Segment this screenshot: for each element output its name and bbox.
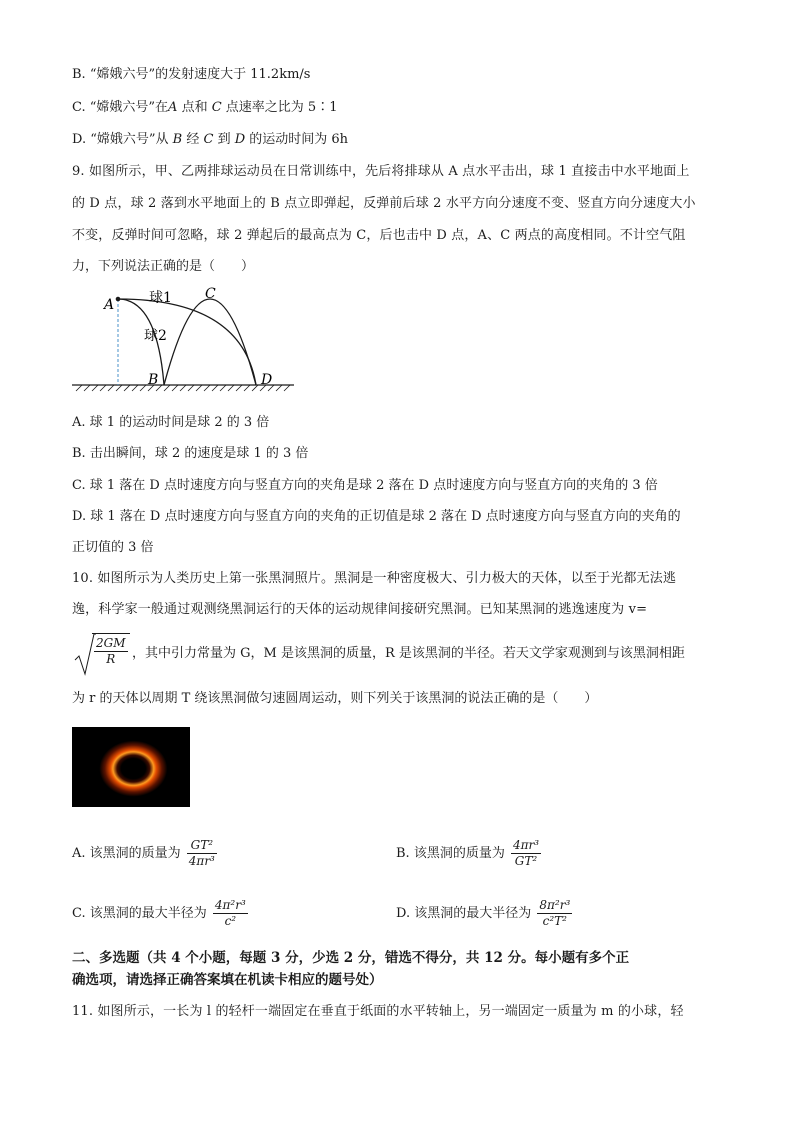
- numerator: 8π²r³: [539, 898, 571, 912]
- denominator: c²T²: [542, 914, 567, 928]
- point-label: C: [203, 132, 214, 147]
- black-hole-photo: [72, 727, 190, 807]
- option-text: D. 该黑洞的最大半径为: [396, 906, 532, 921]
- label-b: B: [148, 372, 159, 388]
- text-segment: D. “嫦娥六号”从: [72, 132, 173, 147]
- question-9-line-1: 9. 如图所示，甲、乙两排球运动员在日常训练中，先后将排球从 A 点水平击出，球 1 直接击中水平地面上: [72, 164, 690, 179]
- text-segment: 点速率之比为 5∶1: [221, 100, 338, 115]
- q9-option-d-line-2: 正切值的 3 倍: [72, 540, 154, 555]
- ball-2-bounce-arc: [164, 299, 256, 385]
- q9-trajectory-figure: [72, 282, 302, 398]
- denominator: c²: [224, 914, 237, 928]
- sqrt-fraction: [94, 636, 128, 667]
- question-9-line-4: 力，下列说法正确的是（ ）: [72, 259, 255, 274]
- numerator: 4π²r³: [214, 898, 246, 912]
- text-segment: 点和: [177, 100, 212, 115]
- point-label: C: [211, 100, 222, 115]
- question-10-line-4: 为 r 的天体以周期 T 绕该黑洞做匀速圆周运动，则下列关于该黑洞的说法正确的是（ ）: [72, 691, 598, 706]
- q10-option-c: [72, 893, 250, 935]
- text-segment: 经: [182, 132, 204, 147]
- option-d-formula: [537, 898, 572, 929]
- question-10-line-3: ，其中引力常量为 G，M 是该黑洞的质量，R 是该黑洞的半径。若天文学家观测到与该黑洞相距: [132, 646, 685, 661]
- question-9-line-2: 的 D 点，球 2 落到水平地面上的 B 点立即弹起，反弹前后球 2 水平方向分速度不变、竖直方向分速度大小: [72, 196, 696, 211]
- question-11-line-1: 11. 如图所示，一长为 l 的轻杆一端固定在垂直于纸面的水平转轴上，另一端固定一质量为 m 的小球，轻: [72, 1004, 684, 1019]
- label-ball-1: 球1: [149, 290, 172, 306]
- q10-option-a: [72, 833, 219, 875]
- q10-option-d: [396, 893, 574, 935]
- point-label: A: [168, 100, 178, 115]
- option-c-formula: [213, 898, 248, 929]
- option-text: A. 该黑洞的质量为: [72, 846, 181, 861]
- text-segment: 到: [213, 132, 235, 147]
- ball-1-trajectory: [118, 299, 256, 385]
- sqrt-denominator: R: [106, 652, 116, 666]
- sqrt-formula: [74, 632, 134, 676]
- text-segment: 的运动时间为 6h: [245, 132, 349, 147]
- numerator: 4πr³: [512, 838, 540, 852]
- question-9-line-3: 不变，反弹时间可忽略，球 2 弹起后的最高点为 C，后也击中 D 点，A、C 两点的高度相同。不计空气阻: [72, 228, 686, 243]
- q9-option-d-line-1: D. 球 1 落在 D 点时速度方向与竖直方向的夹角的正切值是球 2 落在 D 点时速度方向与竖直方向的夹角的: [72, 509, 681, 524]
- label-ball-2: 球2: [144, 328, 167, 344]
- label-a: A: [104, 297, 115, 313]
- numerator: GT²: [187, 838, 217, 854]
- section-2-heading-line-2: 确选项，请选择正确答案填在机读卡相应的题号处）: [72, 972, 383, 988]
- point-label: D: [234, 132, 246, 147]
- label-c: C: [205, 286, 216, 302]
- option-text: B. 该黑洞的质量为: [396, 846, 505, 861]
- sqrt-numerator: 2GM: [96, 636, 126, 650]
- denominator: GT²: [514, 854, 538, 868]
- point-a-dot: [116, 297, 121, 302]
- ground-hatching: [76, 385, 290, 391]
- q10-option-b: [396, 833, 543, 875]
- option-b-formula: [511, 838, 541, 869]
- option-text: C. 该黑洞的最大半径为: [72, 906, 207, 921]
- text-segment: C. “嫦娥六号”在: [72, 100, 169, 115]
- section-2-heading-line-1: 二、多选题（共 4 个小题，每题 3 分，少选 2 分，错选不得分，共 12 分。每小题有多个正: [72, 950, 630, 966]
- option-d-chang-e: [72, 131, 348, 149]
- q9-option-b: B. 击出瞬间，球 2 的速度是球 1 的 3 倍: [72, 446, 309, 461]
- q9-option-a: A. 球 1 的运动时间是球 2 的 3 倍: [72, 415, 270, 430]
- option-c-chang-e: [72, 99, 337, 117]
- denominator: 4πr³: [188, 854, 215, 868]
- sqrt-sign: [74, 632, 96, 676]
- question-10-line-1: 10. 如图所示为人类历史上第一张黑洞照片。黑洞是一种密度极大、引力极大的天体，以至于光都无法逃: [72, 571, 677, 586]
- question-10-line-2: 逸，科学家一般通过观测绕黑洞运行的天体的运动规律间接研究黑洞。已知某黑洞的逃逸速度为 v=: [72, 602, 648, 617]
- option-a-formula: [187, 838, 217, 869]
- q9-option-c: C. 球 1 落在 D 点时速度方向与竖直方向的夹角是球 2 落在 D 点时速度方向与竖直方向的夹角的 3 倍: [72, 478, 658, 493]
- label-d: D: [261, 372, 273, 388]
- point-label: B: [172, 132, 183, 147]
- option-b-chang-e: B. “嫦娥六号”的发射速度大于 11.2km/s: [72, 67, 311, 82]
